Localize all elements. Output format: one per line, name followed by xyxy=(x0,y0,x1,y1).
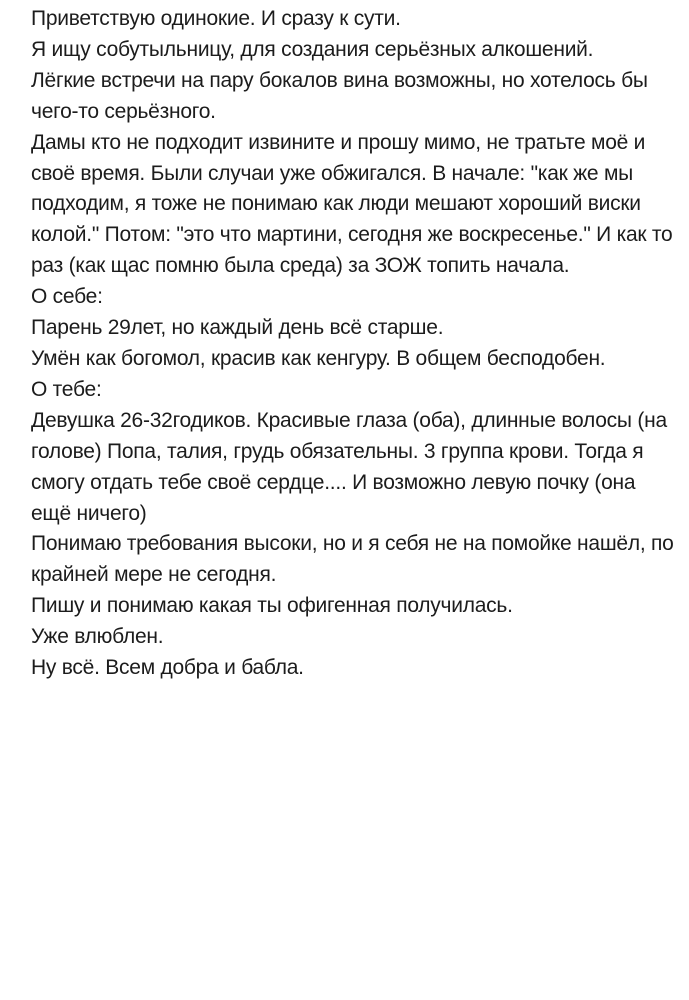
paragraph-age: Парень 29лет, но каждый день всё старше. xyxy=(31,316,444,340)
paragraph-in-love: Уже влюблен. xyxy=(31,625,164,649)
heading-about-you: О тебе: xyxy=(31,377,102,401)
paragraph-farewell: Ну всё. Всем добра и бабла. xyxy=(31,656,304,680)
paragraph-warning: Дамы кто не подходит извините и прошу мимо, не тратьте моё и своё время. Были случаи уже обжигался. В начале: "как же мы подходим, я тоже не понимаю как люди мешают хороший виски колой." Потом: "это что мартини, сегодня же воскресенье." И как то раз (как щас помню была среда) за ЗОЖ топить начала. xyxy=(31,130,673,278)
paragraph-high-standards: Понимаю требования высоки, но и я себя не на помойке нашёл, по крайней мере не сегодня. xyxy=(31,532,674,587)
paragraph-light-meetings: Лёгкие встречи на пару бокалов вина возможны, но хотелось бы чего-то серьёзного. xyxy=(31,68,648,123)
paragraph-requirements: Девушка 26-32годиков. Красивые глаза (оба), длинные волосы (на голове) Попа, талия, грудь обязательны. 3 группа крови. Тогда я смогу отдать тебе своё сердце.... И возможно левую почку (она ещё ничего) xyxy=(31,408,667,525)
heading-about-me: О себе: xyxy=(31,285,103,309)
paragraph-writing: Пишу и понимаю какая ты офигенная получилась. xyxy=(31,594,513,618)
paragraph-greeting: Приветствую одинокие. И сразу к сути. xyxy=(31,7,401,30)
paragraph-self-description: Умён как богомол, красив как кенгуру. В общем бесподобен. xyxy=(31,346,606,370)
paragraph-seeking: Я ищу собутыльницу, для создания серьёзных алкошений. xyxy=(31,37,594,61)
